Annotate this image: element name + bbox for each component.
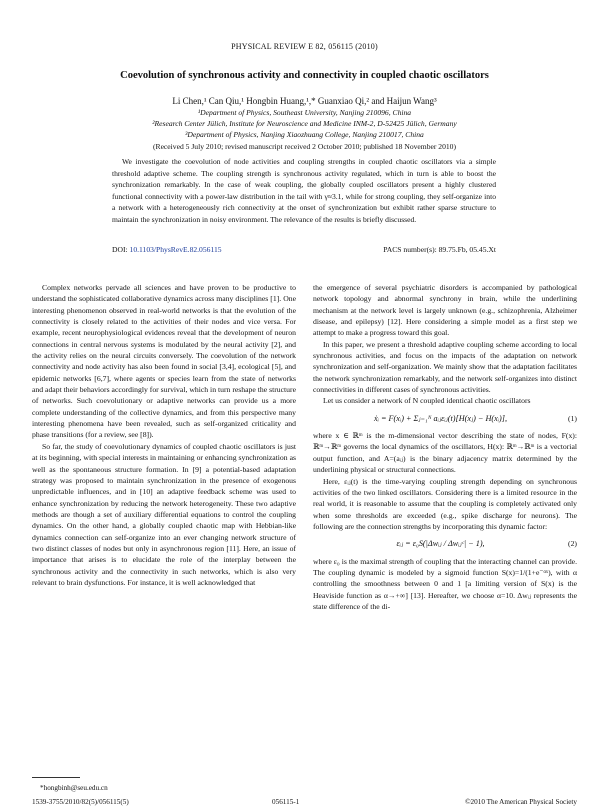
paragraph: Let us consider a network of N coupled identical chaotic oscillators [323, 396, 531, 406]
doi-link[interactable]: 10.1103/PhysRevE.82.056115 [129, 245, 222, 254]
equation-1-body: ẋᵢ = F(xᵢ) + Σⱼ₌₁ᴺ aᵢⱼεᵢⱼ(t)[H(xⱼ) − H(xᵢ)], [374, 413, 508, 423]
paragraph: So far, the study of coevolutionary dynamics of coupled chaotic oscillators is just at its beginning, with special interests in maintaining or enhancing synchronization as well as the spontaneous structure formation. In [9] a potential-based adaptation strategy was proposed to maintain synchronization in the presence of exogenous unpredictable influences, and in [10] an adaptive feedback scheme was used to enhance synchronization by reducing the network heterogeneity. These two adaptive methods are though a set of auxiliary differential equations to control the coupling dynamics. On the other hand, a globally coupled chaotic map with Hebbian-like dynamics connection can self-organize into an ever changing network structure of two distinct classes of nodes but only in asynchronous region [11]. Here, an issue of importance that arises is to elucidate the role of the interplay between the synchronous activity and the connectivity in such networks, which is also very relevant to brain dysfunctions. For instance, it is well acknowledged that [32, 441, 296, 587]
paragraph: Complex networks pervade all sciences and have proven to be productive to understand the sophisticated collaborative dynamics across many disciplines [1]. One interesting phenomenon observed in real-world networks is that the evolution of the connectivity is closely related to the activities of their nodes and vice versa. For example, recent neurophysiological evidences reveal that the development of neuron connections in central nervous systems is modulated by the neural activity [2], and the activity relies on the neural circuits conversely. The coevolution of the network connectivity and node activity has also been found in social [3,4], ecological [5], and epidemic networks [6,7], where agents or species learn from the state of networks and adapt their behaviors accordingly for survival, which in turn reshape the structure of networks. Such coevolutionary or adaptive networks can provide us a more complete understanding of the collective dynamics, and from this perspective many interesting phenomena have been revealed, such as self-organized criticality and phase transitions (for a review, see [8]). [32, 283, 296, 440]
equation-2-body: εᵢⱼ = ε₀S(|Δwᵢⱼ / Δwᵢⱼᶜ| − 1), [396, 539, 485, 549]
affiliation-2: ²Research Center Jülich, Institute for Neuroscience and Medicine INM-2, D-52425 Jülich, Germany [152, 119, 457, 128]
affiliation-3: ³Department of Physics, Nanjing Xiaozhuang College, Nanjing 210017, China [185, 130, 424, 139]
author-list: Li Chen,¹ Can Qiu,¹ Hongbin Huang,¹,* Guanxiao Qi,² and Haijun Wang³ [172, 96, 437, 106]
doi-pacs-row [112, 245, 496, 254]
paragraph: where ε₀ is the maximal strength of coupling that the interacting channel can provide. The coupling dynamic is modeled by a sigmoid function S(x)=1/(1+e⁻ᵅˣ), with α controlling the smoothness between 0 and 1 [a limiting version of S(x) is the Heaviside function as α→+∞] [13]. Hereafter, we choose α=10. Δwᵢⱼ represents the state difference of the di- [313, 556, 577, 611]
doi-label: DOI: [112, 245, 128, 254]
left-column [32, 282, 296, 588]
equation-2 [313, 538, 577, 549]
affiliation-1: ¹Department of Physics, Southeast University, Nanjing 210096, China [197, 108, 412, 117]
footer-copyright: ©2010 The American Physical Society [465, 798, 577, 806]
paragraph: where x ∈ ℝᵐ is the m-dimensional vector describing the state of nodes, F(x): ℝᵐ→ℝᵐ governs the local dynamics of the oscillators, H(x): ℝᵐ→ℝᵐ is a vectorial output function, and A=(aᵢⱼ) is the binary adjacency matrix determined by the underlining physical or structural connections. [313, 431, 577, 475]
paragraph: In this paper, we present a threshold adaptive coupling scheme according to local synchronous activities, and focus on the impacts of the adaptation on network synchronization and self-organization. We mainly show that the adaptation facilitates the network synchronization remarkably, and the network self-organizes into distinct connectivities in different cases of synchronous activities. [313, 339, 577, 395]
equation-2-number: (2) [568, 539, 577, 549]
footer-issn: 1539-3755/2010/82(5)/056115(5) [32, 798, 129, 806]
footnote-email: *hongbinh@seu.edu.cn [40, 784, 108, 792]
running-header: PHYSICAL REVIEW E 82, 056115 (2010) [231, 42, 378, 51]
received-dates: (Received 5 July 2010; revised manuscript received 2 October 2010; published 18 November 2010) [152, 142, 457, 151]
equation-1 [313, 413, 577, 424]
right-column [313, 282, 577, 612]
paragraph: the emergence of several psychiatric disorders is accompanied by pathological network topology and abnormal synchrony in brain, while the underlining mechanism at the network level is largely unknown (e.g., schizophrenia, Alzheimer disease, and epilepsy) [12]. Here considering a simple model as a first step we attempt to make a progress toward this goal. [313, 283, 577, 338]
paper-title: Coevolution of synchronous activity and connectivity in coupled chaotic oscillators [120, 70, 489, 81]
footnote-rule [32, 777, 80, 778]
footer-page-number: 056115-1 [272, 798, 300, 806]
abstract: We investigate the coevolution of node activities and coupling strengths in coupled chaotic oscillators via a simple threshold adaptive scheme. The coupling strength is synchronous activity regulated, which in turn is able to boost the synchronization remarkably. In the case of weak coupling, the globally coupled oscillators present a highly clustered functional connectivity with a power-law distribution in the tail with γ≈3.1, while for strong coupling, they self-organize into a network with a heterogeneously rich connectivity at the onset of synchronization but exhibit rather sparse structure to maintain the synchronization in noisy environment. The relevance of the results is briefly discussed. [112, 157, 496, 224]
pacs-numbers: PACS number(s): 89.75.Fb, 05.45.Xt [383, 245, 496, 254]
paragraph: Here, εᵢⱼ(t) is the time-varying coupling strength depending on synchronous activities of the two linked oscillators. Considering there is a limited resource in the real world, it is reasonable to assume that the coupling is completely activated only when some thresholds are exceeded (e.g., spike discharge for neurons). The following are the connection strengths by incorporating this dynamic factor: [313, 476, 577, 531]
equation-1-number: (1) [568, 413, 577, 423]
